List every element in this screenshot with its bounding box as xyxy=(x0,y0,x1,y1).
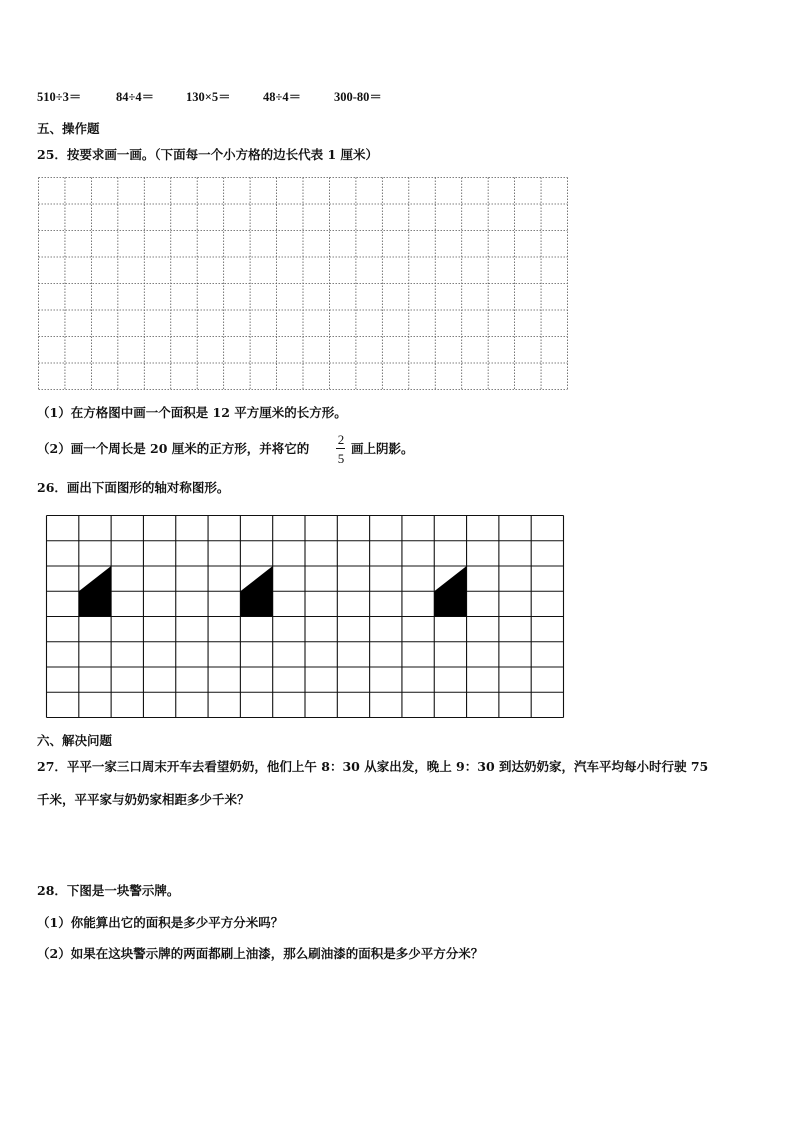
calc-item-3: 130×5＝ xyxy=(186,90,231,104)
calc-item-5: 300-80＝ xyxy=(334,90,382,104)
q25-part1: （1）在方格图中画一个面积是 12 平方厘米的长方形。 xyxy=(37,405,347,420)
q25-part2-before: （2）画一个周长是 20 厘米的正方形，并将它的 xyxy=(37,441,310,456)
q25-title: 25．按要求画一画。（下面每一个小方格的边长代表 1 厘米） xyxy=(37,147,379,162)
q28-part2: （2）如果在这块警示牌的两面都刷上油漆，那么刷油漆的面积是多少平方分米？ xyxy=(37,946,484,961)
calc-item-1: 510÷3＝ xyxy=(37,90,82,104)
q25-part2-after: 画上阴影。 xyxy=(351,441,414,456)
shaded-shape-3 xyxy=(434,566,466,617)
q27-line2: 千米，平平家与奶奶家相距多少千米？ xyxy=(37,792,250,807)
q26-title: 26．画出下面图形的轴对称图形。 xyxy=(37,480,230,495)
q28-title: 28．下图是一块警示牌。 xyxy=(37,883,180,898)
fraction-bar xyxy=(336,448,345,449)
q28-part1: （1）你能算出它的面积是多少平方分米吗？ xyxy=(37,915,284,930)
shaded-shape-2 xyxy=(240,566,272,617)
fraction-numerator: 2 xyxy=(337,432,345,447)
fraction-denominator: 5 xyxy=(337,451,345,466)
q27-line1: 27．平平一家三口周末开车去看望奶奶，他们上午 8：30 从家出发，晚上 9：30 到达奶奶家，汽车平均每小时行驶 75 xyxy=(37,759,709,774)
shaded-shape-1 xyxy=(79,566,111,617)
calc-item-2: 84÷4＝ xyxy=(116,90,155,104)
calc-item-4: 48÷4＝ xyxy=(263,90,302,104)
section-five-title: 五、操作题 xyxy=(37,121,100,136)
section-six-title: 六、解决问题 xyxy=(37,733,113,748)
